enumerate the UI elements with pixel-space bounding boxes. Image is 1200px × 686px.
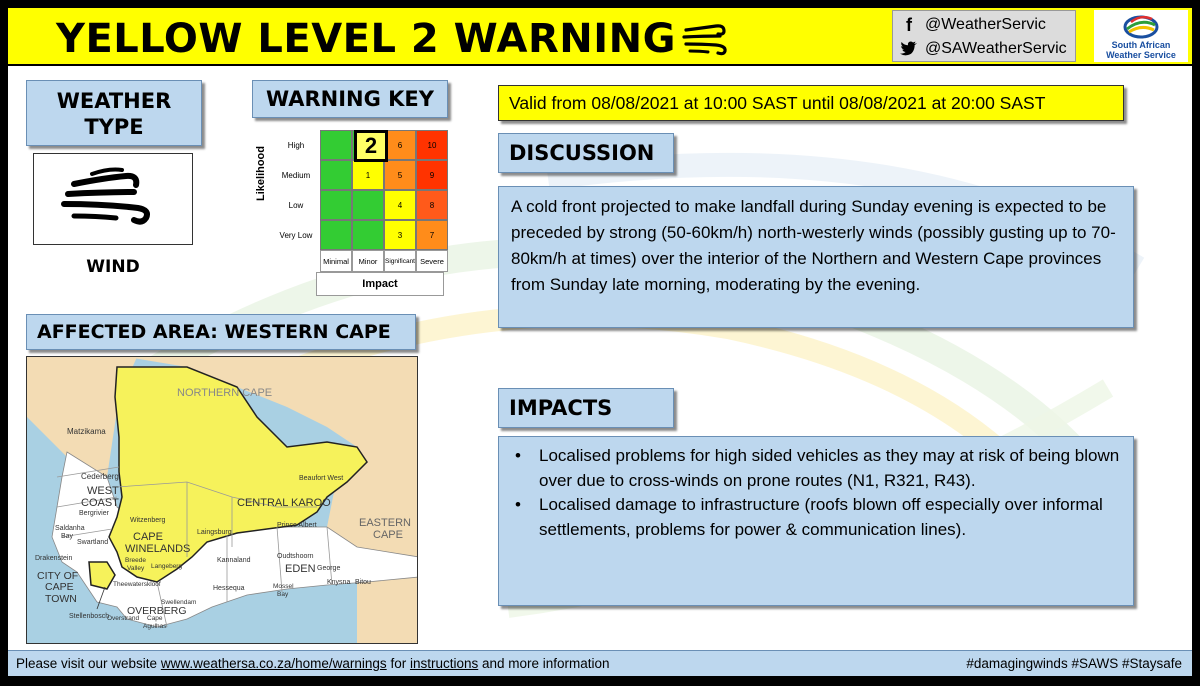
matrix-cell [320,160,352,190]
row-label-low: Low [288,200,304,210]
col-label-severe: Severe [416,250,448,272]
footer-prefix: Please visit our website [16,656,161,671]
warning-title: YELLOW LEVEL 2 WARNING [56,16,676,62]
impacts-heading: IMPACTS [498,388,674,428]
map-label: Theewaterskloof [113,581,161,588]
wind-icon [34,154,192,244]
map-label: Bay [277,591,289,598]
bullet-icon: • [515,495,521,514]
map-label: EDEN [285,563,316,575]
matrix-cell: 9 [416,160,448,190]
weather-type-label: WIND [86,257,140,277]
matrix-cell: 7 [416,220,448,250]
map-label: Drakenstein [35,555,73,562]
col-label-minor: Minor [352,250,384,272]
warnings-link[interactable]: www.weathersa.co.za/home/warnings [160,656,387,671]
map-label: Cederberg [81,472,119,481]
map-label: Bay [61,533,74,540]
instructions-link[interactable]: instructions [409,656,479,671]
map-label: Langeberg [151,563,183,570]
matrix-cell [320,220,352,250]
impact-item [511,493,1121,542]
map-label: NORTHERN CAPE [177,387,273,399]
map-label: Laingsburg [197,529,232,536]
impacts-list [498,436,1134,606]
saws-logo-text [1094,40,1188,60]
map-label: Witzenberg [130,517,166,524]
footer-hashtags: #damagingwinds #SAWS #Staysafe [966,656,1182,671]
matrix-cell: 3 [384,220,416,250]
map-label: Oudtshoorn [277,553,314,560]
matrix-cell [352,220,384,250]
map-label: EASTERN [359,517,411,529]
saws-logo-icon [1094,10,1188,40]
map-label: Kannaland [217,557,251,564]
likelihood-axis-label: Likelihood [255,146,267,201]
map-label: CITY OF [37,570,79,582]
validity-period: Valid from 08/08/2021 at 10:00 SAST until 08/08/2021 at 20:00 SAST [498,85,1124,121]
map-label: Prince Albert [277,522,317,529]
map-label: George [317,565,341,572]
warning-key-heading: WARNING KEY [252,80,448,118]
social-handles [892,10,1076,62]
matrix-cell: 8 [416,190,448,220]
map-label: WINELANDS [125,543,191,555]
map-label: TOWN [45,593,77,605]
impact-text: Localised problems for high sided vehicles as they may at risk of being blown over due to cross-winds on prone routes (N1, R321, R43). [539,446,1120,490]
facebook-handle: @WeatherServic [925,16,1046,33]
map-label: WEST [87,485,119,497]
logo-line-1: South African [1111,40,1171,50]
warning-matrix [255,126,448,302]
saws-logo [1094,10,1188,62]
map-label: CENTRAL KAROO [237,497,331,509]
row-label-very-low: Very Low [279,230,313,240]
footer-suffix: and more information [478,656,610,671]
map-label: CAPE [373,529,403,541]
map-label: Valley [127,565,145,572]
wind-icon [682,20,730,58]
weather-type-icon-box [33,153,193,245]
matrix-cell [320,130,352,160]
map-label: Hessequa [213,585,245,592]
col-label-minimal: Minimal [320,250,352,272]
bullet-icon: • [515,446,521,465]
twitter-row[interactable] [899,37,1067,61]
affected-area-heading: AFFECTED AREA: WESTERN CAPE [26,314,416,350]
matrix-cell: 1 [352,160,384,190]
row-label-high: High [287,140,305,150]
matrix-cell [352,190,384,220]
warning-poster [8,8,1192,676]
impact-text: Localised damage to infrastructure (roofs blown off especially over informal settlements, problems for power & communication lines). [539,495,1103,539]
footer [8,650,1192,676]
weather-type-line-2: TYPE [84,115,144,139]
facebook-row[interactable] [899,13,1046,37]
matrix-cell: 5 [384,160,416,190]
map-label: Agulhas [143,623,167,630]
affected-area-map [26,356,418,644]
warning-level-badge: 2 [354,130,388,162]
col-label-significant: Significant [384,250,416,272]
matrix-cell: 4 [384,190,416,220]
weather-type-line-1: WEATHER [56,89,172,113]
logo-line-2: Weather Service [1106,50,1176,60]
map-label: Bergrivier [79,510,109,517]
row-label-medium: Medium [281,170,311,180]
map-label: COAST [81,497,119,509]
discussion-text: A cold front projected to make landfall during Sunday evening is expected to be preceded by strong (50-60km/h) north-westerly winds (possibly gusting up to 70-80km/h at times) over the interior of the Northern and Western Cape provinces from Sunday late morning, moderating by the evening. [498,186,1134,328]
map-label: Cape [147,615,163,622]
map-label: Swartland [77,539,109,546]
map-label: Beaufort West [299,475,344,482]
map-label: CAPE [133,531,163,543]
header-banner [8,8,1192,66]
footer-middle: for [386,656,410,671]
discussion-heading: DISCUSSION [498,133,674,173]
matrix-cell: 10 [416,130,448,160]
map-label: Mossel [273,583,294,590]
twitter-icon [899,39,919,59]
map-label: CAPE [45,581,74,593]
map-label: Overstrand [107,615,140,622]
map-label: OVERBERG [127,605,187,617]
map-label: Swellendam [161,599,197,606]
map-label: Matzikama [67,427,106,436]
footer-info [16,656,610,671]
weather-type-heading [26,80,202,146]
impact-axis-label: Impact [316,272,444,296]
map-label: Bitou [355,579,371,586]
map-label: Breede [125,557,146,564]
map-label: Knysna [327,579,351,586]
map-label: Saldanha [55,525,85,532]
matrix-cell: 6 [384,130,416,160]
matrix-cell [320,190,352,220]
impact-item [511,444,1121,493]
twitter-handle: @SAWeatherServic [925,40,1067,57]
map-label: Stellenbosch [69,613,110,620]
facebook-icon: f [906,14,912,35]
